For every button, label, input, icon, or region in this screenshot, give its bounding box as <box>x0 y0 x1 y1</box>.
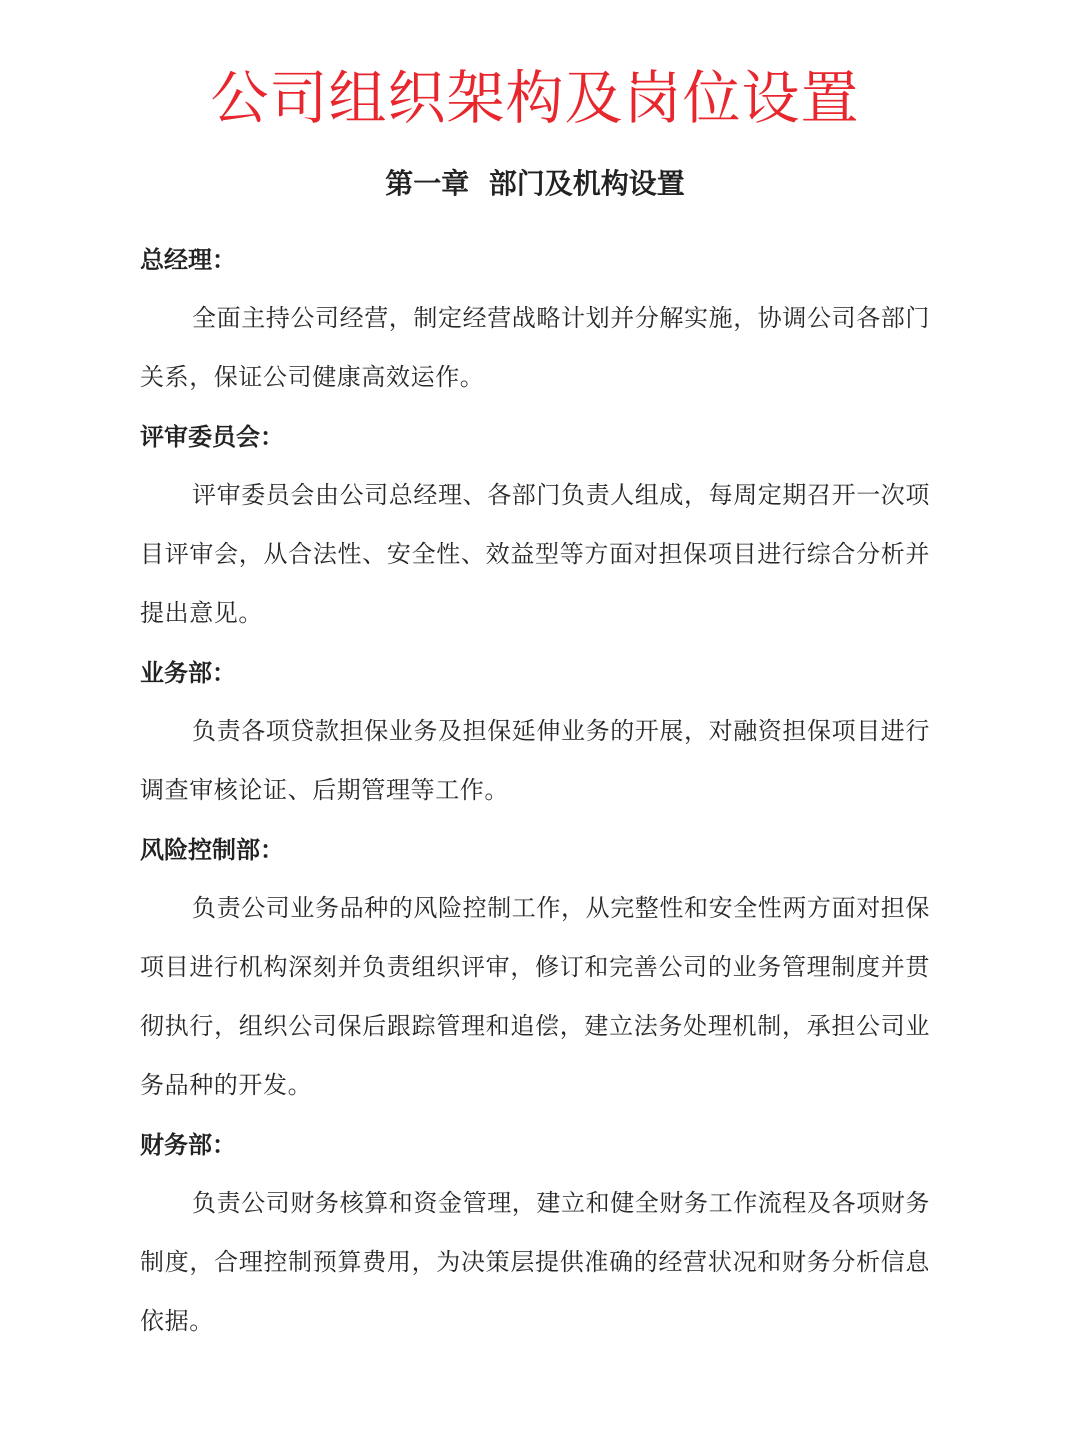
section-heading: 风险控制部： <box>140 835 284 864</box>
chapter-title: 第一章 部门及机构设置 <box>385 167 685 200</box>
section-review-committee <box>140 407 930 643</box>
section-body: 负责公司业务品种的风险控制工作，从完整性和安全性两方面对担保项目进行机构深刻并负责组织评审，修订和完善公司的业务管理制度并贯彻执行，组织公司保后跟踪管理和追偿，建立法务处理机制，承担公司业务品种的开发。 <box>140 894 930 1099</box>
document-title: 公司组织架构及岗位设置 <box>210 64 860 132</box>
section-heading: 财务部： <box>140 1130 236 1159</box>
section-heading: 评审委员会： <box>140 422 284 451</box>
section-finance-dept <box>140 1115 930 1351</box>
section-body: 全面主持公司经营，制定经营战略计划并分解实施，协调公司各部门关系，保证公司健康高效运作。 <box>140 304 930 391</box>
section-heading: 总经理： <box>140 245 236 274</box>
section-heading: 业务部： <box>140 658 236 687</box>
section-risk-control-dept <box>140 820 930 1115</box>
section-body: 负责各项贷款担保业务及担保延伸业务的开展，对融资担保项目进行调查审核论证、后期管理等工作。 <box>140 717 930 804</box>
section-body: 评审委员会由公司总经理、各部门负责人组成，每周定期召开一次项目评审会，从合法性、安全性、效益型等方面对担保项目进行综合分析并提出意见。 <box>140 481 930 627</box>
section-general-manager <box>140 230 930 407</box>
section-body: 负责公司财务核算和资金管理，建立和健全财务工作流程及各项财务制度，合理控制预算费用，为决策层提供准确的经营状况和财务分析信息依据。 <box>140 1189 930 1335</box>
section-business-dept <box>140 643 930 820</box>
